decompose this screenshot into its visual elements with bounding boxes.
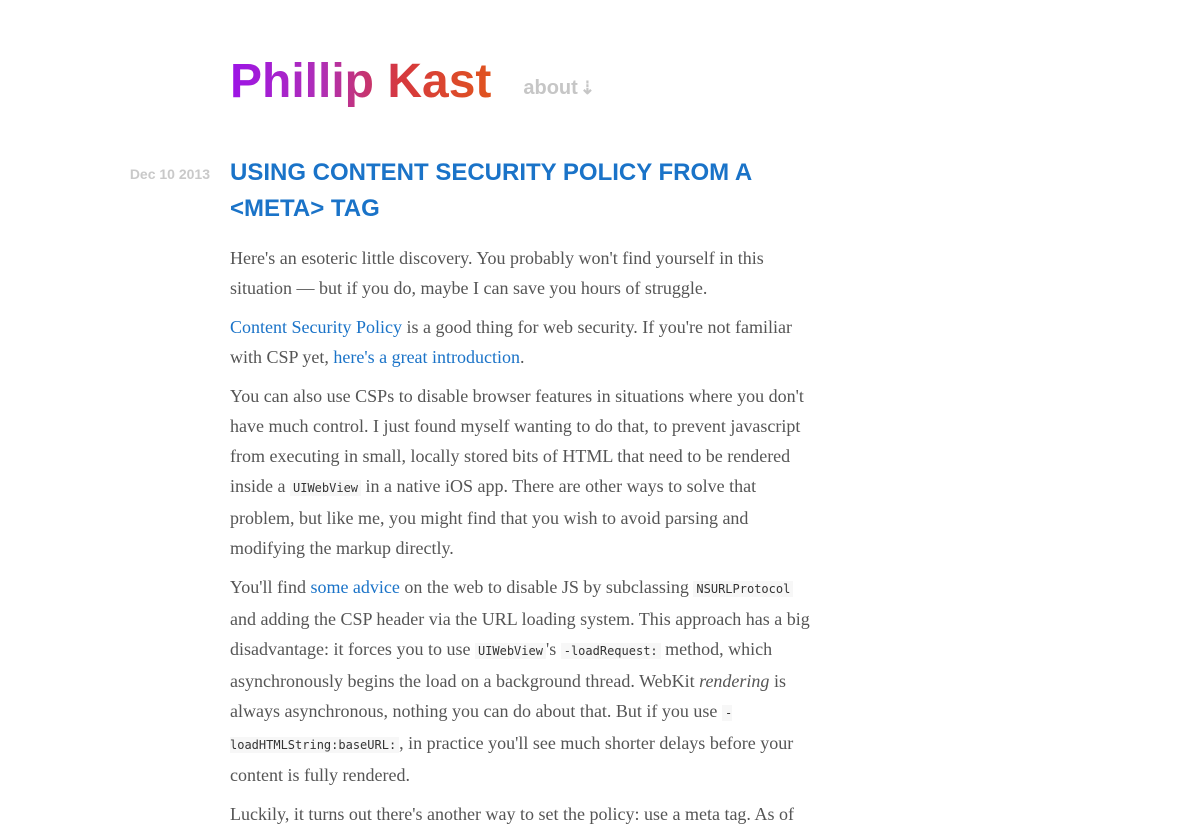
arrow-down-icon: ⇣ [579,78,595,98]
inline-code: UIWebView [475,643,546,659]
paragraph-text: 's [545,639,561,659]
post-date: Dec 10 2013 [129,166,210,182]
inline-code: UIWebView [290,480,361,496]
paragraph-text: You'll find [230,577,311,597]
paragraph-text: on the web to disable JS by subclassing [399,577,694,597]
paragraph-advice [230,572,820,790]
paragraph-text: You can also use CSPs to disable browser features in situations where you don't have much control. I just found myself wanting to do that, to prevent javascript from executing in small, locally stored bits of HTML that need to be rendered inside a [230,386,804,496]
about-link[interactable] [523,77,595,100]
paragraph-intro: Here's an esoteric little discovery. You probably won't find yourself in this situation — but if you do, maybe I can save you hours of struggle. [230,248,764,298]
post-title: USING CONTENT SECURITY POLICY FROM A <META> TAG [230,159,752,222]
paragraph-uiwebview [230,381,820,563]
paragraph-text: and adding the CSP header via the URL loading system. This approach has a big disadvantage: it forces you to use [230,609,810,659]
introduction-link[interactable]: here's a great introduction [333,347,521,367]
paragraph-text: is a good thing for web security. If you're not familiar with CSP yet, [230,317,792,367]
paragraph-luckily: Luckily, it turns out there's another way to set the policy: use a meta tag. As of [230,804,794,824]
emphasis-text: rendering [699,671,770,691]
inline-code: NSURLProtocol [693,581,793,597]
post-article [230,155,820,838]
inline-code: -loadHTMLString:baseURL: [230,706,733,752]
paragraph-text: in a native iOS app. There are other ways to solve that problem, but like me, you might find that you wish to avoid parsing and modifying the markup directly. [230,476,757,558]
paragraph-text: is always asynchronous, nothing you can do about that. But if you use [230,671,786,721]
paragraph-text: . [520,347,525,367]
paragraph-text: , in practice you'll see much shorter delays before your content is fully rendered. [230,733,794,785]
inline-code: -loadRequest: [561,643,661,659]
site-header [230,50,595,110]
post-body [230,243,820,829]
paragraph-csp [230,312,820,372]
site-title-link[interactable]: Phillip Kast [230,55,492,108]
paragraph-text: method, which asynchronously begins the load on a background thread. WebKit [230,639,773,691]
about-label: about [523,77,578,99]
csp-link[interactable]: Content Security Policy [230,317,402,337]
some-advice-link[interactable]: some advice [310,577,400,597]
